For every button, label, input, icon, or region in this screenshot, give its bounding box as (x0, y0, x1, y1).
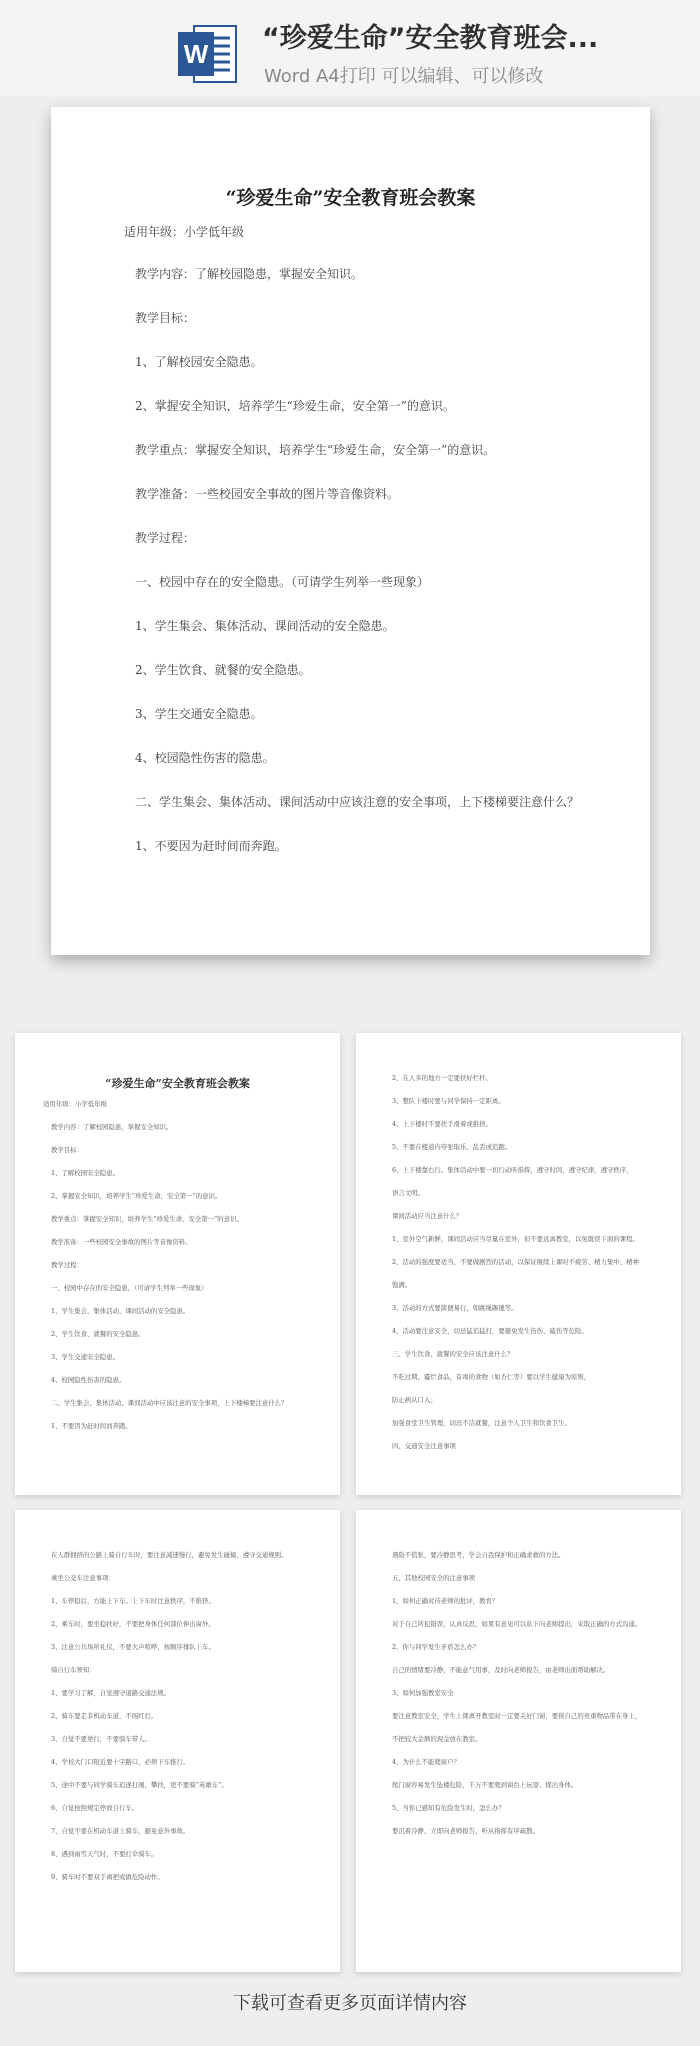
page-title: “珍爱生命”安全教育班会... (262, 23, 599, 54)
thumbnail-line: 教学内容：了解校园隐患，掌握安全知识。 (51, 1123, 173, 1131)
thumbnail-line: 要沉着冷静，立即向老师报告，听从指挥有序疏散。 (392, 1827, 539, 1835)
thumbnail-line: 适用年级：小学低年级 (43, 1100, 107, 1108)
document-paragraph: 3、学生交通安全隐患。 (135, 707, 263, 721)
thumbnail-line: 教学准备：一些校园安全事故的图片等音像资料。 (51, 1238, 192, 1246)
thumbnail-line: 不把较大金额的现金放在教室。 (392, 1735, 482, 1743)
document-paragraph: 教学准备：一些校园安全事故的图片等音像资料。 (135, 487, 400, 501)
document-paragraph: 教学过程： (135, 531, 196, 545)
thumbnail-line: 骑自行车须知： (51, 1666, 96, 1674)
thumbnail-line: 4、上下楼时不要扶手滑着或推挤。 (392, 1120, 492, 1128)
thumbnail-line: 爬门窗容易发生坠楼危险，千万不要爬到窗台上玩耍、探出身体。 (392, 1781, 578, 1789)
document-paragraph: 1、学生集会、集体活动、课间活动的安全隐患。 (135, 619, 395, 633)
thumbnail-page-1[interactable] (15, 1033, 340, 1495)
thumbnail-line: 教学重点：掌握安全知识，培养学生“珍爱生命，安全第一”的意识。 (51, 1215, 243, 1223)
thumbnail-line: 3、整队下楼时要与同学保持一定距离。 (392, 1097, 505, 1105)
thumbnail-line: 对于自己所犯错误，认真反思，如果有意见可以私下向老师提出，采取正确的方式沟通。 (392, 1620, 642, 1628)
thumbnail-page-4[interactable] (356, 1510, 681, 1972)
thumbnail-line: 2、在人多的地方一定要扶好栏杆。 (392, 1074, 492, 1082)
thumbnail-line: 6、自觉按照规定停放自行车。 (51, 1804, 139, 1812)
document-paragraph: 一、校园中存在的安全隐患。（可请学生列举一些现象） (135, 575, 430, 589)
thumbnail-line: 6、上下楼靠右行。集体活动中要一切行动听指挥，遵守时间，遵守纪律，遵守秩序， (392, 1166, 633, 1174)
thumbnail-line: 2、你与同学发生矛盾怎么办？ (392, 1643, 480, 1651)
thumbnail-line: 4、为什么不能爬窗户？ (392, 1758, 460, 1766)
thumbnail-line: 二、学生集会、集体活动、课间活动中应该注意的安全事项，上下楼梯要注意什么？ (51, 1399, 288, 1407)
page-subtitle: Word A4打印 可以编辑、可以修改 (264, 66, 544, 87)
thumbnail-page-3[interactable] (15, 1510, 340, 1972)
document-paragraph: 1、不要因为赶时间而奔跑。 (135, 839, 287, 853)
thumbnail-line: 五、其他校园安全的注意事项 (392, 1574, 476, 1582)
thumbnail-line: 5、途中不要与同学骑车追逐打闹、攀扶，更不要骑“英雄车”。 (51, 1781, 228, 1789)
thumbnail-line: 1、车停稳后，方能上下车。上下车时注意秩序，不推挤。 (51, 1597, 215, 1605)
word-icon (176, 22, 240, 86)
document-paragraph: 2、学生饮食、就餐的安全隐患。 (135, 663, 311, 677)
thumbnail-line: 2、掌握安全知识，培养学生“珍爱生命，安全第一”的意识。 (51, 1192, 222, 1200)
thumbnail-line: 语言文明。 (392, 1189, 424, 1197)
thumbnail-line: 2、乘车时，要坐稳扶好，不要把身体任何部位伸出窗外。 (51, 1620, 215, 1628)
word-icon-letter: W (183, 39, 209, 69)
thumbnail-line: 1、了解校园安全隐患。 (51, 1169, 119, 1177)
thumbnail-line: 7、自觉不要在机动车道上骑车，避免意外事故。 (51, 1827, 190, 1835)
header-bar (0, 0, 700, 96)
thumbnail-line: 8、遇到雨雪天气时，不要打伞骑车。 (51, 1850, 158, 1858)
thumbnail-line: 1、室外空气新鲜，课间活动应当尽量在室外，但不要远离教室，以免耽误下面的课程。 (392, 1235, 639, 1243)
thumbnail-line: 3、活动的方式要简便易行，如跳绳踢毽等。 (392, 1304, 518, 1312)
download-more-text[interactable]: 下载可查看更多页面详情内容 (233, 1993, 467, 2014)
thumbnail-line: 课间活动应当注意什么？ (392, 1212, 463, 1220)
thumbnail-line: 教学过程： (51, 1261, 83, 1269)
thumbnail-line: 一、校园中存在的安全隐患。（可请学生列举一些现象） (51, 1284, 208, 1292)
document-paragraph: 教学目标： (135, 311, 196, 325)
thumbnail-line: 加强食堂卫生管理，切忌不洁就餐，注意个人卫生和饮食卫生。 (392, 1419, 571, 1427)
thumbnail-line: 1、不要因为赶时间而奔跑。 (51, 1422, 132, 1430)
thumbnail-line: 3、自觉不要逆行，不要骑车带人。 (51, 1735, 151, 1743)
document-paragraph: 1、了解校园安全隐患。 (135, 355, 263, 369)
document-title: “珍爱生命”安全教育班会教案 (225, 187, 476, 209)
thumbnail-line: 乘坐公交车注意事项： (51, 1574, 115, 1582)
thumbnail-line: 饱满。 (392, 1281, 412, 1289)
thumbnail-title: “珍爱生命”安全教育班会教案 (105, 1077, 250, 1090)
thumbnail-line: 3、学生交通安全隐患。 (51, 1353, 119, 1361)
thumbnail-line: 遇险不慌张，要冷静思考，学会自我保护和正确求救的方法。 (392, 1551, 565, 1559)
document-paragraph: 二、学生集会、集体活动、课间活动中应该注意的安全事项，上下楼梯要注意什么？ (135, 795, 580, 809)
thumbnail-line: 9、骑车时不要双手离把或做危险动作。 (51, 1873, 164, 1881)
thumbnail-line: 4、学校大门口附近要十字路口，必须下车推行。 (51, 1758, 190, 1766)
thumbnail-line: 1、要学习了解，自觉遵守道路交通法规。 (51, 1689, 171, 1697)
thumbnail-line: 2、学生饮食、就餐的安全隐患。 (51, 1330, 145, 1338)
thumbnail-line: 三、学生饮食、就餐的安全应该注意什么？ (392, 1350, 514, 1358)
document-paragraph: 教学内容：了解校园隐患，掌握安全知识。 (135, 267, 364, 281)
thumbnail-line: 1、如何正确对待老师的批评，教育？ (392, 1597, 499, 1605)
thumbnail-line: 在人群拥挤的公路上骑自行车时，要注意减速慢行，避免发生碰撞，遵守交通规则。 (51, 1551, 288, 1559)
document-page (51, 107, 650, 955)
thumbnail-line: 1、学生集会、集体活动、课间活动的安全隐患。 (51, 1307, 190, 1315)
document-grade: 适用年级：小学低年级 (124, 225, 245, 239)
thumbnail-line: 5、不要在楼道内夸张取乐、乱丢或追跑。 (392, 1143, 512, 1151)
thumbnail-line: 四、交通安全注意事项 (392, 1442, 456, 1450)
thumbnail-line: 2、骑车要走非机动车道，不闯红灯。 (51, 1712, 158, 1720)
thumbnail-line: 3、如何加强教室安全 (392, 1689, 454, 1697)
thumbnail-line: 3、注意公共场所礼仪，不要大声喧哗，按顺序排队上车。 (51, 1643, 215, 1651)
thumbnail-line: 教学目标： (51, 1146, 83, 1154)
thumbnail-page-2[interactable] (356, 1033, 681, 1495)
thumbnail-line: 5、当你已感知有危险发生时，怎么办？ (392, 1804, 505, 1812)
thumbnail-line: 4、活动要注意安全，切忌猛追猛打，要避免发生伤伤、磕伤等危险。 (392, 1327, 588, 1335)
document-paragraph: 教学重点：掌握安全知识，培养学生“珍爱生命，安全第一”的意识。 (135, 443, 496, 457)
thumbnail-line: 4、校园隐性伤害的隐患。 (51, 1376, 126, 1384)
thumbnail-line: 不吃过期、霉烂食品，有毒的食物（如杏仁等）要以学生健康为原则， (392, 1373, 591, 1381)
thumbnail-line: 自己的情绪要冷静，不能意气用事，及时向老师报告，由老师出面帮助解决。 (392, 1666, 610, 1674)
thumbnail-line: 2、活动的强度要适当，不要做剧烈的活动，以保证继续上课时不疲劳、精力集中、精神 (392, 1258, 639, 1266)
thumbnail-line: 要注意教室安全，学生上课离开教室时一定要关好门窗，要将自己的贵重物品带在身上， (392, 1712, 642, 1720)
document-paragraph: 2、掌握安全知识，培养学生“珍爱生命，安全第一”的意识。 (135, 399, 455, 413)
thumbnail-line: 防止病从口入； (392, 1396, 437, 1404)
document-paragraph: 4、校园隐性伤害的隐患。 (135, 751, 275, 765)
